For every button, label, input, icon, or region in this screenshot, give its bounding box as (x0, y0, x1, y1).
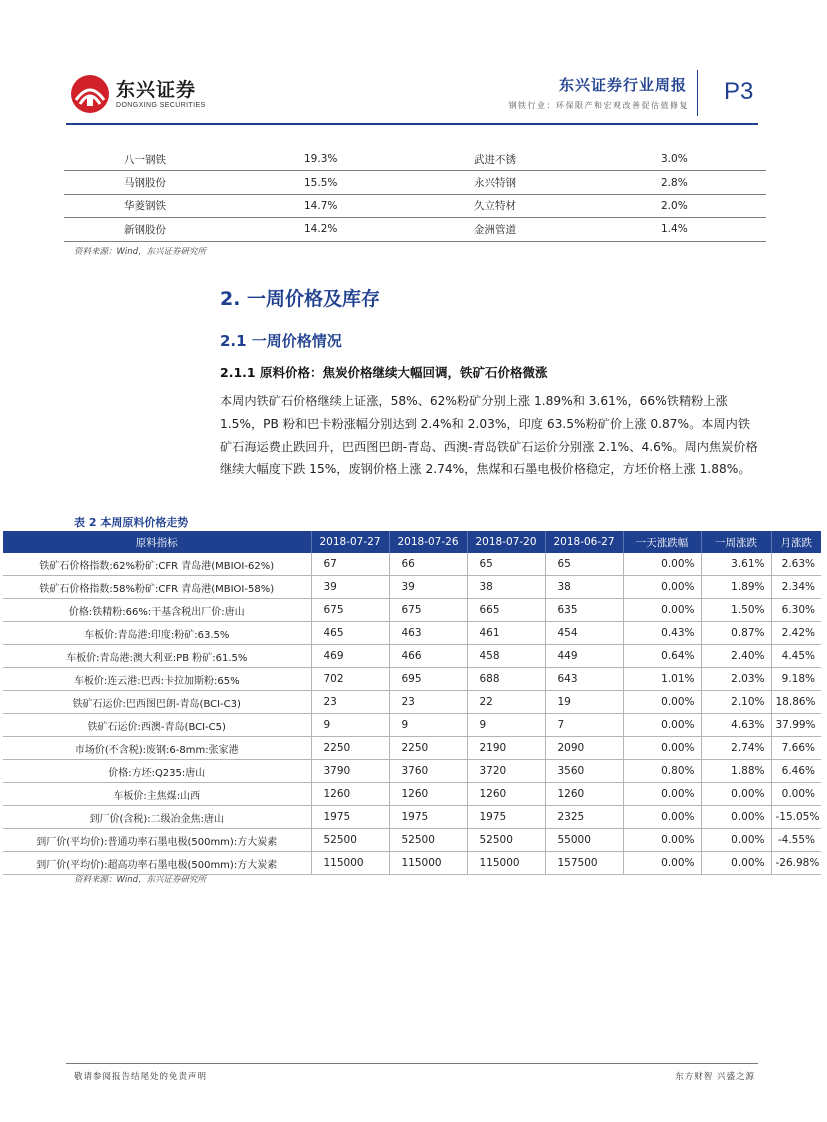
table-cell: 2250 (389, 737, 467, 760)
table-cell: 675 (311, 599, 389, 622)
table-cell: 1975 (389, 806, 467, 829)
table-cell: 金洲管道 (474, 218, 661, 241)
table-cell: 18.86% (771, 691, 821, 714)
column-header: 一天涨跌幅 (623, 531, 701, 553)
table-cell: 0.43% (623, 622, 701, 645)
table-cell: 0.00% (623, 576, 701, 599)
table-cell: 1260 (311, 783, 389, 806)
table-row (3, 553, 821, 576)
table-cell: 1.89% (701, 576, 771, 599)
table-cell: 643 (545, 668, 623, 691)
table-cell: 马钢股份 (64, 171, 304, 194)
column-header: 2018-06-27 (545, 531, 623, 553)
table-cell: 2.03% (701, 668, 771, 691)
footer-slogan: 东方财智 兴盛之源 (675, 1072, 755, 1082)
table-cell: 1260 (545, 783, 623, 806)
table-cell: 0.00% (623, 829, 701, 852)
table-cell: 157500 (545, 852, 623, 875)
table-row (3, 691, 821, 714)
table-cell: 八一钢铁 (64, 148, 304, 171)
table-row (64, 194, 766, 217)
header-rule (66, 123, 758, 125)
table-cell: 2.10% (701, 691, 771, 714)
table-row (3, 576, 821, 599)
table-cell: 华菱钢铁 (64, 194, 304, 217)
subsection-heading: 2.1 一周价格情况 (220, 332, 342, 350)
table-cell: 3560 (545, 760, 623, 783)
table-cell: 0.00% (623, 691, 701, 714)
table-cell: 7 (545, 714, 623, 737)
table-cell: 14.2% (304, 218, 474, 241)
table-cell: -26.98% (771, 852, 821, 875)
table-cell: 0.00% (623, 783, 701, 806)
table-cell: 久立特材 (474, 194, 661, 217)
page-number: P3 (724, 78, 754, 105)
table-cell: 38 (545, 576, 623, 599)
table-cell: 688 (467, 668, 545, 691)
logo-english-name: DONGXING SECURITIES (116, 101, 206, 109)
table-cell: 0.00% (701, 829, 771, 852)
table-cell: 6.30% (771, 599, 821, 622)
indicator-name: 车板价:青岛港:印度:粉矿:63.5% (3, 622, 311, 645)
indicator-name: 价格:方坯:Q235:唐山 (3, 760, 311, 783)
table-cell: 702 (311, 668, 389, 691)
section-heading: 2. 一周价格及库存 (220, 288, 381, 310)
table-cell: 1975 (467, 806, 545, 829)
table-cell: 0.87% (701, 622, 771, 645)
table-cell: 0.00% (701, 806, 771, 829)
table-cell: 19 (545, 691, 623, 714)
table-cell: 52500 (467, 829, 545, 852)
table-cell: 65 (467, 553, 545, 576)
table-cell: 67 (311, 553, 389, 576)
indicator-name: 车板价:连云港:巴西:卡拉加斯粉:65% (3, 668, 311, 691)
table-cell: 695 (389, 668, 467, 691)
table-cell: 0.00% (701, 852, 771, 875)
table-cell: 2190 (467, 737, 545, 760)
table-cell: 38 (467, 576, 545, 599)
table-cell: -15.05% (771, 806, 821, 829)
table-cell: 463 (389, 622, 467, 645)
table-cell: 0.00% (623, 553, 701, 576)
table-cell: 0.64% (623, 645, 701, 668)
table-row (3, 760, 821, 783)
table-cell: 461 (467, 622, 545, 645)
column-header: 2018-07-26 (389, 531, 467, 553)
table-cell: 1.88% (701, 760, 771, 783)
table-cell: 469 (311, 645, 389, 668)
table-cell: 0.00% (701, 783, 771, 806)
column-header: 原料指标 (3, 531, 311, 553)
table-cell: 66 (389, 553, 467, 576)
table-cell: 39 (311, 576, 389, 599)
table-row (3, 852, 821, 875)
indicator-name: 车板价:主焦煤:山西 (3, 783, 311, 806)
table-cell: 4.45% (771, 645, 821, 668)
table-cell: 3.61% (701, 553, 771, 576)
logo-chinese-name: 东兴证券 (116, 78, 197, 101)
table-cell: -4.55% (771, 829, 821, 852)
table-cell: 3790 (311, 760, 389, 783)
table-cell: 9 (467, 714, 545, 737)
subsubsection-heading: 2.1.1 原料价格：焦炭价格继续大幅回调，铁矿石价格微涨 (220, 365, 548, 380)
table-row (64, 148, 766, 171)
dongxing-logo-icon (70, 74, 110, 114)
table-cell: 9 (311, 714, 389, 737)
table-cell: 4.63% (701, 714, 771, 737)
table-cell: 新钢股份 (64, 218, 304, 241)
table-cell: 115000 (311, 852, 389, 875)
table-cell: 665 (467, 599, 545, 622)
indicator-name: 铁矿石价格指数:58%粉矿:CFR 青岛港(MBIOI-58%) (3, 576, 311, 599)
table-cell: 2.8% (661, 171, 766, 194)
table-cell: 0.00% (623, 852, 701, 875)
table-cell: 454 (545, 622, 623, 645)
table-cell: 52500 (311, 829, 389, 852)
table-cell: 65 (545, 553, 623, 576)
table-cell: 675 (389, 599, 467, 622)
table-cell: 2.34% (771, 576, 821, 599)
report-title: 东兴证券行业周报 (558, 76, 687, 94)
table-row (3, 783, 821, 806)
table-cell: 2.42% (771, 622, 821, 645)
indicator-name: 车板价:青岛港:澳大利亚:PB 粉矿:61.5% (3, 645, 311, 668)
body-paragraph: 本周内铁矿石价格继续上证涨，58%、62%粉矿分别上涨 1.89%和 3.61%，66%铁精粉上涨 1.5%，PB 粉和巴卡粉涨幅分别达到 2.4%和 2.03%，印度 63.5%粉矿价上涨 0.87%。本周内铁矿石海运费止跌回升，巴西图巴朗-青岛、西澳-青岛铁矿石运价分别涨 2.1%、4.6%。周内焦炭价格继续大幅度下跌 15%，废钢价格上涨 2.74%，焦煤和石墨电极价格稳定，方坯价格上涨 1.88%。 (220, 394, 758, 477)
table-cell: 2250 (311, 737, 389, 760)
table-cell: 14.7% (304, 194, 474, 217)
table-cell: 9.18% (771, 668, 821, 691)
top-table-source: 资料来源：Wind，东兴证券研究所 (74, 247, 207, 257)
table-cell: 465 (311, 622, 389, 645)
table-cell: 115000 (389, 852, 467, 875)
table-cell: 1260 (467, 783, 545, 806)
table-row (3, 714, 821, 737)
column-header: 一周涨跌 (701, 531, 771, 553)
column-header: 2018-07-20 (467, 531, 545, 553)
table-cell: 1.4% (661, 218, 766, 241)
table-cell: 466 (389, 645, 467, 668)
table-header-row (3, 531, 821, 553)
table-row (3, 806, 821, 829)
main-table-source: 资料来源：Wind，东兴证券研究所 (74, 875, 207, 885)
table-cell: 52500 (389, 829, 467, 852)
table-caption: 表 2 本周原料价格走势 (74, 516, 189, 529)
table-cell: 23 (389, 691, 467, 714)
indicator-name: 铁矿石运价:西澳-青岛(BCI-C5) (3, 714, 311, 737)
table-row (3, 645, 821, 668)
table-row (3, 622, 821, 645)
raw-material-price-table (3, 531, 821, 875)
table-cell: 6.46% (771, 760, 821, 783)
company-logo (70, 74, 206, 114)
header-divider (697, 70, 698, 116)
indicator-name: 到厂价(含税):二级冶金焦:唐山 (3, 806, 311, 829)
table-cell: 3760 (389, 760, 467, 783)
table-cell: 3.0% (661, 148, 766, 171)
table-cell: 1975 (311, 806, 389, 829)
table-cell: 458 (467, 645, 545, 668)
column-header: 月涨跌 (771, 531, 821, 553)
table-cell: 武进不锈 (474, 148, 661, 171)
table-row (3, 599, 821, 622)
table-cell: 15.5% (304, 171, 474, 194)
table-row (3, 668, 821, 691)
table-row (64, 218, 766, 241)
table-cell: 23 (311, 691, 389, 714)
table-cell: 115000 (467, 852, 545, 875)
table-cell: 1260 (389, 783, 467, 806)
table-cell: 1.50% (701, 599, 771, 622)
table-cell: 0.00% (623, 599, 701, 622)
indicator-name: 价格:铁精粉:66%:干基含税出厂价:唐山 (3, 599, 311, 622)
indicator-name: 到厂价(平均价):超高功率石墨电极(500mm):方大炭素 (3, 852, 311, 875)
table-cell: 2.0% (661, 194, 766, 217)
table-cell: 39 (389, 576, 467, 599)
table-cell: 永兴特钢 (474, 171, 661, 194)
footer-disclaimer: 敬请参阅报告结尾处的免责声明 (74, 1072, 208, 1082)
table-cell: 0.00% (771, 783, 821, 806)
indicator-name: 市场价(不含税):废钢:6-8mm:张家港 (3, 737, 311, 760)
table-cell: 2.63% (771, 553, 821, 576)
report-subtitle: 钢铁行业：环保限产和宏观改善促估值修复 (508, 101, 689, 110)
table-cell: 2325 (545, 806, 623, 829)
table-cell: 0.00% (623, 737, 701, 760)
table-cell: 7.66% (771, 737, 821, 760)
table-row (64, 171, 766, 194)
table-cell: 1.01% (623, 668, 701, 691)
stock-weight-table (64, 148, 766, 242)
table-cell: 0.00% (623, 714, 701, 737)
footer-rule (66, 1063, 758, 1064)
indicator-name: 铁矿石价格指数:62%粉矿:CFR 青岛港(MBIOI-62%) (3, 553, 311, 576)
table-cell: 0.80% (623, 760, 701, 783)
table-cell: 55000 (545, 829, 623, 852)
table-cell: 9 (389, 714, 467, 737)
table-cell: 449 (545, 645, 623, 668)
table-cell: 0.00% (623, 806, 701, 829)
table-cell: 2090 (545, 737, 623, 760)
column-header: 2018-07-27 (311, 531, 389, 553)
table-cell: 2.40% (701, 645, 771, 668)
table-row (3, 829, 821, 852)
table-cell: 635 (545, 599, 623, 622)
table-cell: 3720 (467, 760, 545, 783)
table-cell: 22 (467, 691, 545, 714)
table-cell: 2.74% (701, 737, 771, 760)
table-cell: 37.99% (771, 714, 821, 737)
table-cell: 19.3% (304, 148, 474, 171)
table-row (3, 737, 821, 760)
indicator-name: 到厂价(平均价):普通功率石墨电极(500mm):方大炭素 (3, 829, 311, 852)
indicator-name: 铁矿石运价:巴西图巴朗-青岛(BCI-C3) (3, 691, 311, 714)
